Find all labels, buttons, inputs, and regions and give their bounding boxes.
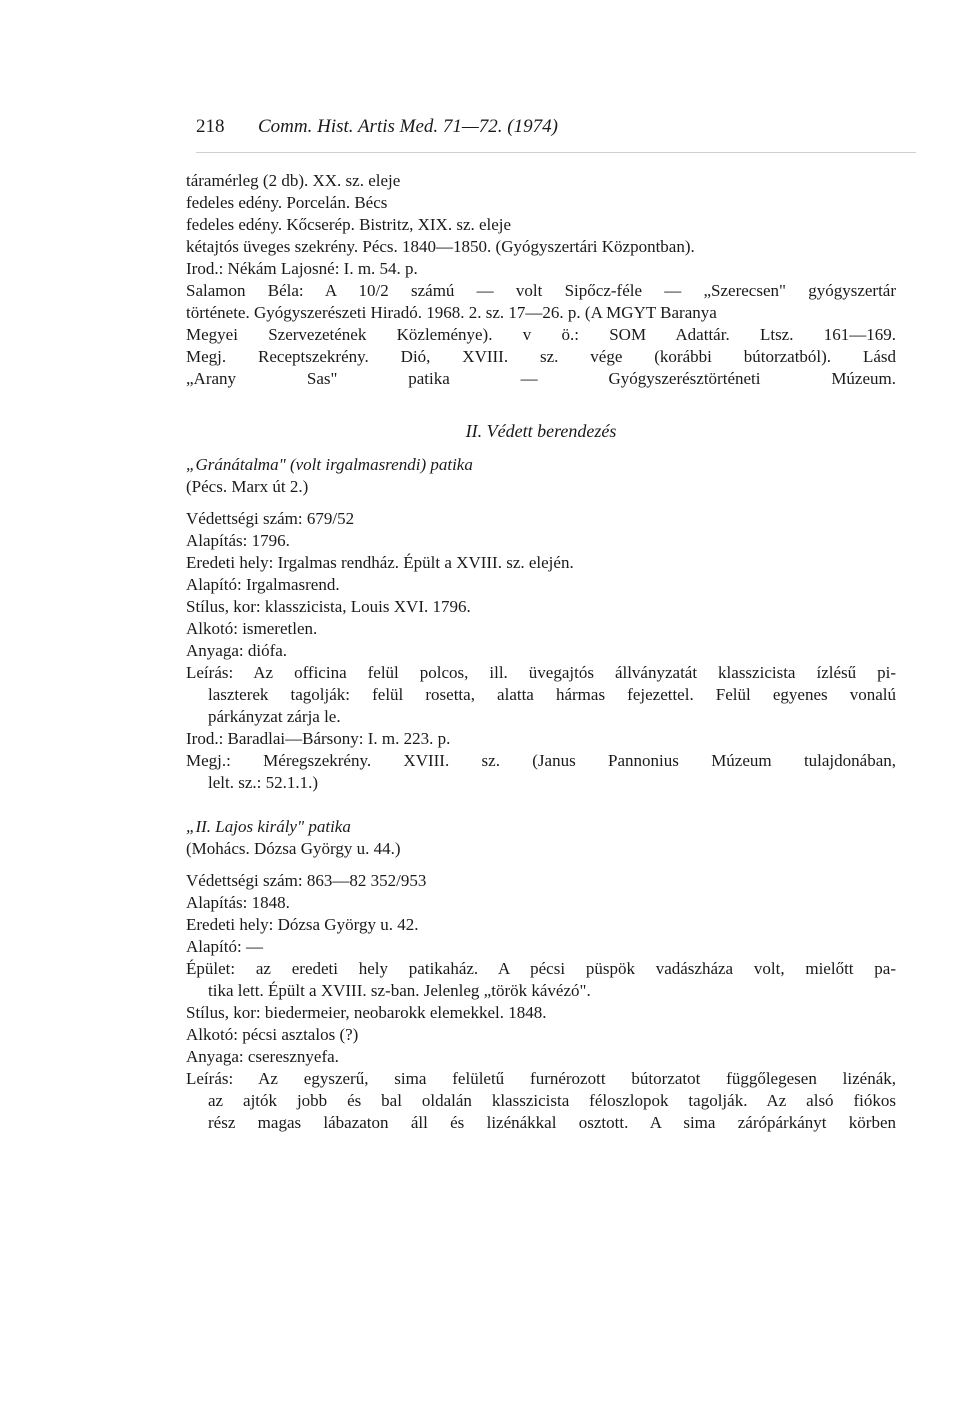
entry-field: lelt. sz.: 52.1.1.) [208, 773, 319, 792]
entry-field: Alkotó: ismeretlen. [186, 619, 318, 638]
text-line: fedeles edény. Porcelán. Bécs [186, 193, 388, 212]
entry-field: rész magas lábazaton áll és lizénákkal osztott. A sima zárópárkányt körben [208, 1113, 896, 1132]
entry-field: Épület: az eredeti hely patikaház. A pécsi püspök vadászháza volt, mielőtt pa- [186, 959, 896, 978]
entry-field: Stílus, kor: biedermeier, neobarokk elemekkel. 1848. [186, 1003, 547, 1022]
section-title: II. Védett berendezés [465, 421, 617, 441]
text-line: Salamon Béla: A 10/2 számú — volt Sipőcz-féle — „Szerecsen" gyógyszertár [186, 281, 896, 300]
entry-title: „II. Lajos király" patika [186, 817, 351, 836]
entry-granatalma [186, 454, 896, 794]
text-line: fedeles edény. Kőcserép. Bistritz, XIX. sz. eleje [186, 215, 512, 234]
running-header [196, 116, 916, 146]
text-line: kétajtós üveges szekrény. Pécs. 1840—1850. (Gyógyszertári Központban). [186, 237, 695, 256]
entry-field: Eredeti hely: Irgalmas rendház. Épült a XVIII. sz. elején. [186, 553, 574, 572]
page-number: 218 [196, 116, 225, 137]
text-line: Irod.: Nékám Lajosné: I. m. 54. p. [186, 259, 418, 278]
text-line: története. Gyógyszerészeti Hiradó. 1968. 2. sz. 17—26. p. (A MGYT Baranya [186, 303, 717, 322]
entry-field: tika lett. Épült a XVIII. sz-ban. Jelenleg „török kávézó". [208, 981, 591, 1000]
entry-field: párkányzat zárja le. [208, 707, 341, 726]
entry-field: Leírás: Az egyszerű, sima felületű furnérozott bútorzatot függőlegesen lizénák, [186, 1069, 896, 1088]
text-line: „Arany Sas" patika — Gyógyszerésztörténeti Múzeum. [186, 369, 896, 388]
entry-location: (Mohács. Dózsa György u. 44.) [186, 839, 401, 858]
document-body [186, 170, 896, 1134]
entry-field: Eredeti hely: Dózsa György u. 42. [186, 915, 419, 934]
entry-location: (Pécs. Marx út 2.) [186, 477, 309, 496]
text-line: táramérleg (2 db). XX. sz. eleje [186, 171, 401, 190]
entry-field: Védettségi szám: 863—82 352/953 [186, 871, 427, 890]
entry-field: Alapítás: 1848. [186, 893, 290, 912]
entry-field: Alapítás: 1796. [186, 531, 290, 550]
entry-title: „Gránátalma" (volt irgalmasrendi) patika [186, 455, 473, 474]
entry-lajos-kiraly [186, 816, 896, 1134]
entry-field: Leírás: Az officina felül polcos, ill. üvegajtós állványzatát klasszicista ízlésű pi- [186, 663, 896, 682]
entry-field: Védettségi szám: 679/52 [186, 509, 355, 528]
entry-field: Stílus, kor: klasszicista, Louis XVI. 1796. [186, 597, 471, 616]
journal-reference: Comm. Hist. Artis Med. 71—72. (1974) [258, 116, 558, 137]
entry-field: laszterek tagolják: felül rosetta, alatta hármas fejezettel. Felül egyenes vonalú [208, 685, 896, 704]
text-line: Megj. Receptszekrény. Dió, XVIII. sz. vége (korábbi bútorzatból). Lásd [186, 347, 896, 366]
entry-field: Anyaga: cseresznyefa. [186, 1047, 339, 1066]
entry-field: Anyaga: diófa. [186, 641, 288, 660]
entry-field: Alapító: — [186, 937, 263, 956]
entry-field: Megj.: Méregszekrény. XVIII. sz. (Janus Pannonius Múzeum tulajdonában, [186, 751, 896, 770]
entry-field: Alkotó: pécsi asztalos (?) [186, 1025, 359, 1044]
entry-field: Irod.: Baradlai—Bársony: I. m. 223. p. [186, 729, 451, 748]
entry-field: Alapító: Irgalmasrend. [186, 575, 340, 594]
header-divider [196, 152, 916, 153]
text-line: Megyei Szervezetének Közleménye). v ö.: SOM Adattár. Ltsz. 161—169. [186, 325, 896, 344]
entry-field: az ajtók jobb és bal oldalán klasszicista féloszlopok tagolják. Az alsó fiókos [208, 1091, 896, 1110]
